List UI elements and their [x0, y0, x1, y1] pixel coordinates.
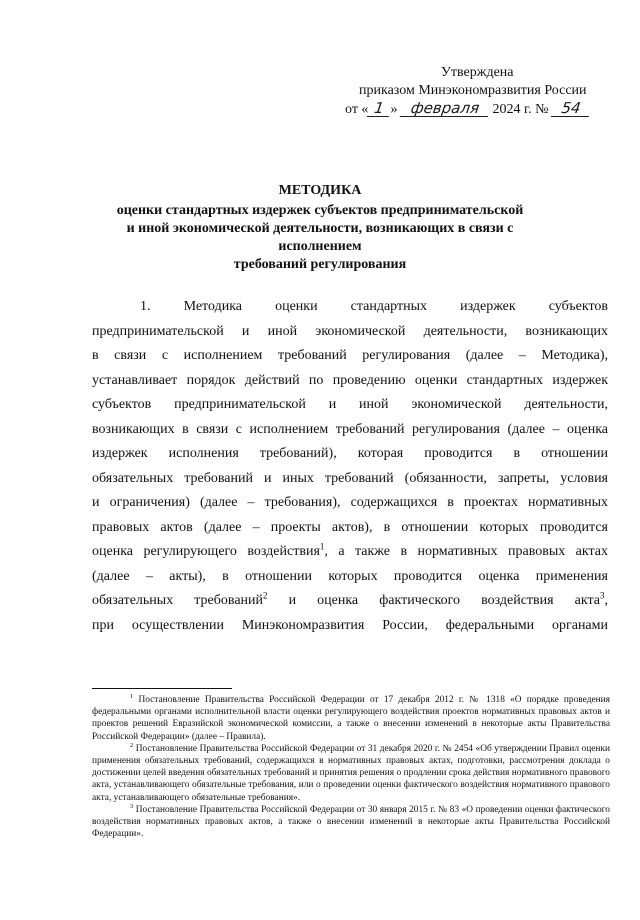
handwritten-day: 1: [367, 100, 391, 117]
body-line: предпринимательской и иной экономической деятельности, возникающих: [92, 323, 608, 339]
approval-line-3: [345, 100, 615, 119]
handwritten-order-number: 54: [551, 100, 591, 117]
footnote-text-1: Постановление Правительства Российской Федерации от 17 декабря 2012 г. № 1318 «О порядке проведения федеральными органами исполнительной власти оценки регулирующего воздействия проектов нормативных правовых актов и проектов решений Евразийской экономической комиссии, а также о внесении изменений в некоторые акты Правительства Российской Федерации» (далее – Правила).: [92, 695, 610, 742]
footnotes: [92, 694, 610, 840]
footnote-text-3: Постановление Правительства Российской Федерации от 30 января 2015 г. № 83 «О проведении оценки фактического воздействия нормативных правовых актов, а также о внесении изменений в некоторые акты Правительства Российской Федерации».: [92, 804, 610, 840]
body-line: при осуществлении Минэкономразвития России, федеральными органами: [92, 617, 608, 633]
footnote-2: [92, 743, 610, 804]
approval-line-1: Утверждена: [441, 65, 514, 80]
body-text-fragment: и оценка фактического воздействия акта: [267, 593, 600, 608]
title-sub-1: оценки стандартных издержек субъектов предпринимательской: [116, 203, 524, 218]
body-paragraph: [92, 295, 608, 638]
body-line: субъектов предпринимательской и иной экономической деятельности,: [92, 397, 608, 412]
body-text-fragment: ,: [604, 593, 608, 608]
handwritten-month: февраля: [400, 100, 490, 117]
footnote-mark-1: 1: [130, 692, 134, 700]
body-line: в связи с исполнением требований регулирования (далее – Методика),: [92, 348, 608, 363]
approval-date-close: »: [390, 102, 398, 117]
approval-date-prefix: от «: [345, 102, 369, 117]
body-line: возникающих в связи с исполнением требований регулирования (далее – оценка: [92, 421, 608, 437]
footnote-text-2: Постановление Правительства Российской Федерации от 31 декабря 2020 г. № 2454 «Об утверждении Правил оценки применения обязательных требований, содержащихся в нормативных правовых актах, подготовки, рассмотрения доклада о достижении целей введения обязательных требований и принятия решения о продлении срока действия нормативного правового акта, устанавливающего обязательные требования, или о проведении оценки фактического воздействия нормативного правового акта, устанавливающего обязательные требования».: [92, 743, 610, 803]
body-line: правовых актов (далее – проекты актов), в отношении которых проводится: [92, 519, 608, 535]
footnote-3: [92, 804, 610, 841]
body-text-fragment: оценка регулирующего воздействия: [92, 544, 320, 559]
body-text-fragment: обязательных требований: [92, 593, 264, 608]
footnote-ref-1: 1: [319, 541, 325, 552]
footnote-1: [92, 694, 610, 743]
title-main: МЕТОДИКА: [278, 183, 362, 198]
approval-year-number-label: 2024 г. №: [492, 102, 549, 117]
body-line: 1. Методика оценки стандартных издержек субъектов: [140, 299, 608, 314]
body-line: устанавливает порядок действий по проведению оценки стандартных издержек: [92, 372, 608, 388]
footnote-mark-2: 2: [130, 741, 134, 749]
body-line: издержек исполнения требований), которая проводится в отношении: [92, 446, 608, 461]
title-sub-2: и иной экономической деятельности, возникающих в связи с исполнением: [126, 221, 514, 254]
footnote-ref-3: 3: [600, 590, 605, 601]
body-line: и ограничения) (далее – требования), содержащихся в проектах нормативных: [92, 495, 608, 510]
body-line: [92, 589, 608, 614]
body-line: [92, 540, 608, 565]
approval-stamp: [345, 64, 615, 119]
footnote-separator: [92, 688, 232, 689]
title-sub-3: требований регулирования: [233, 257, 407, 272]
body-line: обязательных требований и иных требований (обязанности, запреты, условия: [92, 470, 608, 486]
document-title: [95, 182, 545, 274]
body-text-fragment: , а также в нормативных правовых актах: [324, 544, 609, 559]
footnote-ref-2: 2: [263, 590, 268, 601]
footnote-mark-3: 3: [130, 802, 134, 810]
approval-line-2: приказом Минэкономразвития России: [359, 83, 587, 98]
body-line: (далее – акты), в отношении которых проводится оценка применения: [92, 568, 608, 584]
